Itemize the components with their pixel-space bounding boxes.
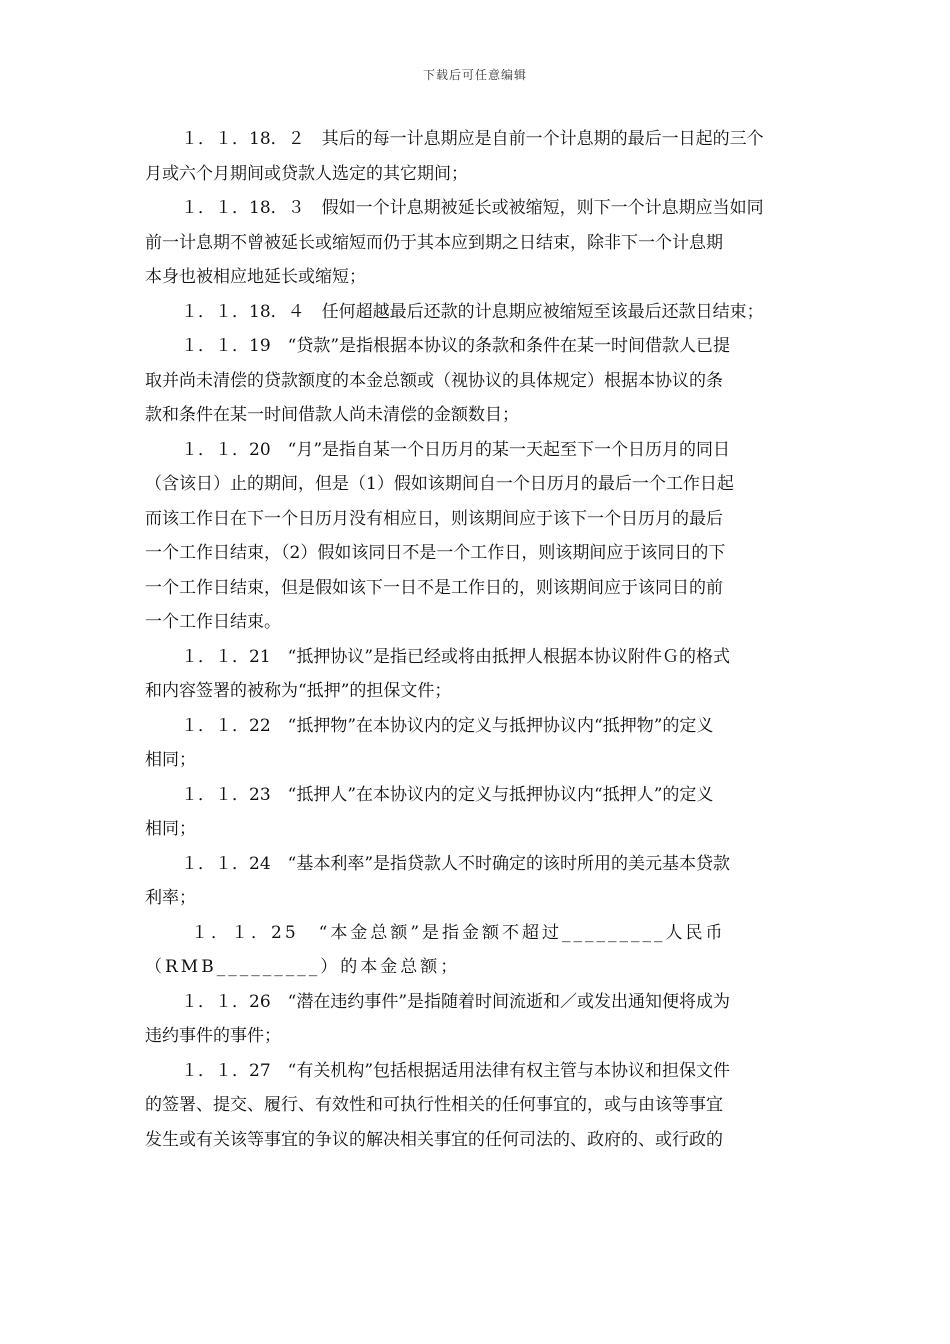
- clause-line: 一个工作日结束，（2）假如该同日不是一个工作日，则该期间应于该同日的下: [145, 543, 726, 563]
- clause-line: １．１．26 “潜在违约事件”是指随着时间流逝和／或发出通知便将成为: [181, 991, 731, 1012]
- clause-paragraph: [145, 640, 805, 709]
- clause-line: １．１．18．２ 其后的每一计息期应是自前一个计息期的最后一日起的三个: [181, 129, 764, 149]
- clause-line: 而该工作日在下一个日历月没有相应日，则该期间应于该下一个日历月的最后: [145, 508, 723, 529]
- document-body: [145, 122, 805, 1157]
- clause-line: １．１．18．４ 任何超越最后还款的计息期应被缩短至该最后还款日结束；: [181, 301, 764, 322]
- clause-line: 款和条件在某一时间借款人尚未清偿的金额数目；: [145, 405, 519, 425]
- clause-line: 月或六个月期间或贷款人选定的其它期间；: [145, 163, 468, 184]
- clause-paragraph: [145, 985, 805, 1054]
- clause-line: 本身也被相应地延长或缩短；: [145, 267, 366, 287]
- clause-line: 相同；: [145, 750, 196, 770]
- clause-line: １．１．18．３ 假如一个计息期被延长或被缩短，则下一个计息期应当如同: [181, 198, 764, 218]
- clause-line: １．１．20 “月”是指自某一个日历月的某一天起至下一个日历月的同日: [181, 439, 731, 460]
- clause-paragraph: [145, 191, 805, 295]
- page-header: 下载后可任意编辑: [422, 68, 527, 82]
- clause-paragraph: [145, 433, 805, 640]
- clause-line: 利率；: [145, 888, 196, 908]
- clause-line: 一个工作日结束，但是假如该下一日不是工作日的，则该期间应于该同日的前: [145, 577, 723, 598]
- clause-line: 取并尚未清偿的贷款额度的本金总额或（视协议的具体规定）根据本协议的条: [145, 370, 723, 391]
- clause-line: 和内容签署的被称为“抵押”的担保文件；: [145, 681, 452, 701]
- clause-line: （RMB_________）的本金总额；: [145, 957, 461, 977]
- clause-line: 一个工作日结束。: [145, 612, 281, 632]
- clause-paragraph: [145, 778, 805, 847]
- clause-line: １．１．24 “基本利率”是指贷款人不时确定的该时所用的美元基本贷款: [181, 853, 731, 874]
- clause-line: １．１．23 “抵押人”在本协议内的定义与抵押协议内“抵押人”的定义: [181, 784, 714, 805]
- clause-line: 相同；: [145, 819, 196, 839]
- clause-line: 违约事件的事件；: [145, 1026, 281, 1046]
- clause-line: （含该日）止的期间，但是（1）假如该期间自一个日历月的最后一个工作日起: [145, 474, 734, 494]
- clause-paragraph: [145, 295, 805, 330]
- clause-line: １．１．19 “贷款”是指根据本协议的条款和条件在某一时间借款人已提: [181, 336, 731, 356]
- clause-line: １．１．27 “有关机构”包括根据适用法律有权主管与本协议和担保文件: [181, 1060, 731, 1081]
- clause-paragraph: [145, 916, 805, 985]
- clause-line: １．１．22 “抵押物”在本协议内的定义与抵押协议内“抵押物”的定义: [181, 715, 714, 736]
- clause-paragraph: [145, 329, 805, 433]
- clause-paragraph: [145, 1054, 805, 1158]
- clause-paragraph: [145, 122, 805, 191]
- clause-line: 前一计息期不曾被延长或缩短而仍于其本应到期之日结束，除非下一个计息期: [145, 232, 723, 253]
- clause-line: １．１．21 “抵押协议”是指已经或将由抵押人根据本协议附件Ｇ的格式: [181, 646, 731, 667]
- clause-paragraph: [145, 709, 805, 778]
- clause-paragraph: [145, 847, 805, 916]
- clause-line: 发生或有关该等事宜的争议的解决相关事宜的任何司法的、政府的、或行政的: [145, 1129, 723, 1150]
- clause-line: １．１．25 “本金总额”是指金额不超过_________人民币: [191, 922, 726, 943]
- clause-line: 的签署、提交、履行、有效性和可执行性相关的任何事宜的，或与由该等事宜: [145, 1095, 723, 1115]
